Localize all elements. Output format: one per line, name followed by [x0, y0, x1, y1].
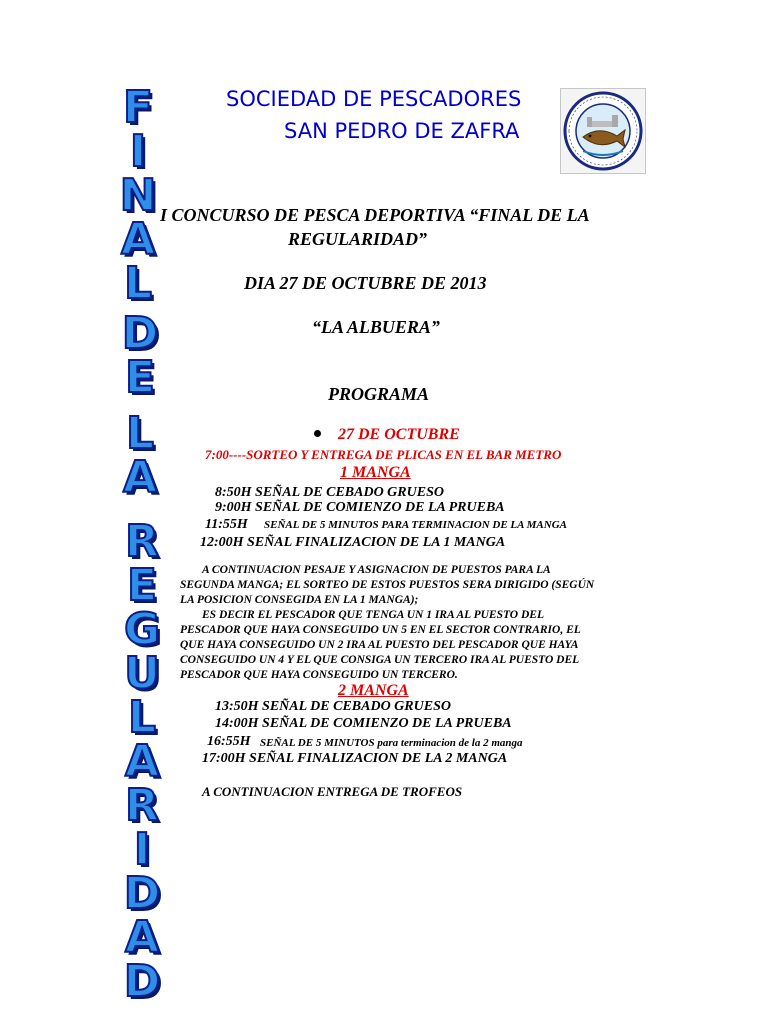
program-heading: PROGRAMA — [328, 384, 430, 404]
bullet-icon — [314, 430, 321, 437]
event-title-line1: I CONCURSO DE PESCA DEPORTIVA “FINAL DE LA — [160, 205, 590, 225]
paragraph-line: CONSEGUIDO UN 4 Y EL QUE CONSIGA UN TERCERO IRA AL PUESTO DEL — [180, 654, 580, 666]
society-name: SOCIEDAD DE PESCADORES — [226, 87, 522, 111]
schedule-item: SEÑAL DE 5 MINUTOS para terminacion de la 2 manga — [260, 737, 523, 749]
banner-letter: L — [125, 408, 155, 459]
event-place: “LA ALBUERA” — [312, 317, 440, 337]
banner-letter: F — [122, 82, 154, 133]
draw-line: 7:00----SORTEO Y ENTREGA DE PLICAS EN EL BAR METRO — [205, 447, 562, 462]
day-label: 27 DE OCTUBRE — [338, 426, 460, 443]
banner-letter: L — [123, 258, 153, 309]
paragraph-line: SEGUNDA MANGA; EL SORTEO DE ESTOS PUESTOS SERA DIRIGIDO (SEGÚN — [180, 579, 595, 591]
schedule-time: 16:55H — [207, 734, 251, 749]
banner-letter: D — [123, 868, 161, 919]
society-location: SAN PEDRO DE ZAFRA — [284, 119, 520, 143]
paragraph-line: QUE HAYA CONSEGUIDO UN 2 IRA AL PUESTO DEL PESCADOR QUE HAYA — [180, 639, 579, 651]
manga2-heading: 2 MANGA — [338, 682, 409, 699]
banner-letter: U — [124, 648, 160, 699]
paragraph-line: PESCADOR QUE HAYA CONSEGUIDO UN 5 EN EL SECTOR CONTRARIO, EL — [180, 624, 581, 636]
schedule-time: 11:55H — [205, 517, 248, 532]
banner-letter: E — [124, 352, 156, 403]
schedule-item: 14:00H SEÑAL DE COMIENZO DE LA PRUEBA — [215, 716, 512, 731]
manga1-heading: 1 MANGA — [340, 464, 411, 481]
closing-line: A CONTINUACION ENTREGA DE TROFEOS — [202, 784, 463, 799]
banner-letter: R — [125, 516, 159, 567]
schedule-item: 8:50H SEÑAL DE CEBADO GRUESO — [215, 485, 444, 500]
banner-letter: I — [133, 824, 151, 875]
banner-letter: N — [119, 170, 157, 221]
schedule-item: SEÑAL DE 5 MINUTOS PARA TERMINACION DE LA MANGA — [264, 519, 567, 531]
fishing-society-emblem-icon — [560, 88, 646, 174]
banner-letter: A — [124, 736, 160, 787]
banner-letter: E — [126, 560, 158, 611]
paragraph-line: A CONTINUACION PESAJE Y ASIGNACION DE PUESTOS PARA LA — [202, 564, 551, 576]
schedule-item: 17:00H SEÑAL FINALIZACION DE LA 2 MANGA — [202, 751, 508, 766]
schedule-item: 13:50H SEÑAL DE CEBADO GRUESO — [215, 699, 451, 714]
banner-letter: G — [123, 604, 161, 655]
banner-letter: I — [129, 126, 147, 177]
paragraph-line: LA POSICION CONSEGIDA EN LA 1 MANGA); — [180, 594, 419, 606]
banner-letter: A — [122, 452, 158, 503]
banner-letter: D — [121, 308, 159, 359]
banner-letter: R — [125, 780, 159, 831]
banner-letter: A — [124, 912, 160, 963]
banner-letter: L — [127, 692, 157, 743]
event-date: DIA 27 DE OCTUBRE DE 2013 — [244, 273, 487, 293]
schedule-item: 12:00H SEÑAL FINALIZACION DE LA 1 MANGA — [200, 535, 506, 550]
schedule-item: 9:00H SEÑAL DE COMIENZO DE LA PRUEBA — [215, 500, 505, 515]
banner-letter: D — [123, 956, 161, 1007]
paragraph-line: ES DECIR EL PESCADOR QUE TENGA UN 1 IRA AL PUESTO DEL — [202, 609, 544, 621]
event-title-line2: REGULARIDAD” — [288, 229, 428, 249]
paragraph-line: PESCADOR QUE HAYA CONSEGUIDO UN TERCERO. — [180, 669, 458, 681]
banner-letter: A — [120, 214, 156, 265]
